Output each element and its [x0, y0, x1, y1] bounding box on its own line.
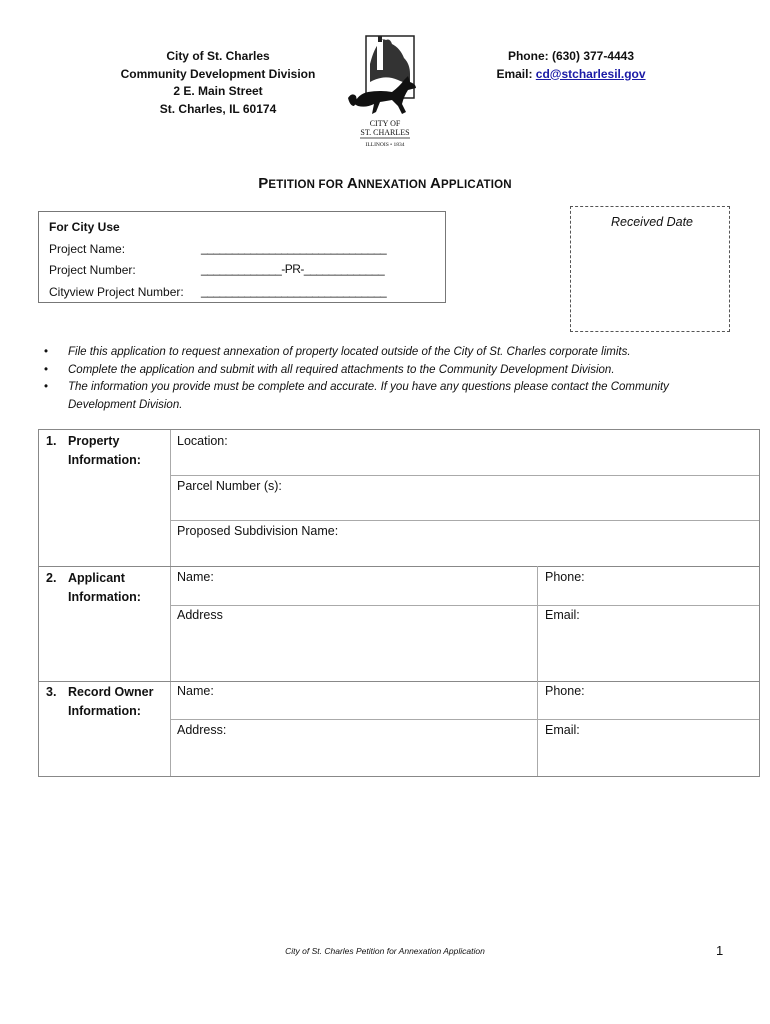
- address-line-4: St. Charles, IL 60174: [159, 101, 277, 116]
- fox-tower-logo-icon: [344, 34, 426, 150]
- section-title: Property: [68, 434, 120, 448]
- location-field[interactable]: Location:: [177, 434, 228, 448]
- title-part: P: [258, 175, 269, 192]
- section-record-owner-heading: [46, 683, 153, 721]
- project-name-label: Project Name:: [49, 242, 126, 256]
- title-part: PPLICATION: [441, 179, 512, 191]
- instruction-item: • File this application to request annexation of property located outside of the City of St. Charles corporate limits.: [44, 344, 704, 362]
- email-line: [455, 66, 687, 84]
- received-date-label: Received Date: [611, 215, 693, 229]
- applicant-phone-field[interactable]: Phone:: [545, 570, 585, 584]
- page-footer: City of St. Charles Petition for Annexation Application: [285, 946, 485, 956]
- address-line-2: Community Development Division: [120, 66, 316, 81]
- section-title: Information:: [68, 704, 141, 718]
- address-line-1: City of St. Charles: [166, 49, 270, 63]
- city-logo: [344, 34, 426, 150]
- section-number: 2.: [46, 571, 57, 585]
- section-title: Applicant: [68, 571, 125, 585]
- title-part: A: [346, 175, 358, 192]
- project-name-blank[interactable]: ______________________________: [201, 241, 387, 255]
- section-number: 1.: [46, 434, 57, 448]
- applicant-address-field[interactable]: Address: [177, 608, 223, 622]
- page-title: [0, 175, 770, 192]
- title-part: ETITION FOR: [268, 179, 347, 191]
- instruction-item: • Complete the application and submit with all required attachments to the Community Development Division.: [44, 362, 704, 380]
- cityview-number-label: Cityview Project Number:: [49, 285, 184, 299]
- owner-address-field[interactable]: Address:: [177, 723, 227, 737]
- instructions-list: [44, 344, 704, 414]
- subdivision-name-field[interactable]: Proposed Subdivision Name:: [177, 524, 339, 538]
- applicant-name-field[interactable]: Name:: [177, 570, 214, 584]
- city-address-block: [90, 48, 346, 118]
- application-form-table: [38, 429, 760, 777]
- city-use-box: [38, 211, 446, 303]
- email-link[interactable]: cd@stcharlesil.gov: [535, 66, 646, 81]
- owner-email-field[interactable]: Email:: [545, 723, 580, 737]
- applicant-email-field[interactable]: Email:: [545, 608, 580, 622]
- section-title: Information:: [68, 453, 141, 467]
- cityview-number-blank[interactable]: ______________________________: [201, 284, 387, 298]
- instruction-item: • The information you provide must be complete and accurate. If you have any questions please contact the Community Development Division.: [44, 379, 704, 414]
- title-part: A: [429, 175, 442, 192]
- project-number-blank[interactable]: _____________-PR-_____________: [201, 262, 385, 276]
- logo-text-3: ILLINOIS • 1834: [365, 142, 405, 148]
- page-number: 1: [716, 943, 724, 958]
- address-line-3: 2 E. Main Street: [173, 84, 263, 98]
- section-applicant-heading: [46, 569, 141, 607]
- section-property-heading: [46, 432, 141, 470]
- owner-phone-field[interactable]: Phone:: [545, 684, 585, 698]
- received-date-box: [570, 206, 730, 332]
- section-title: Record Owner: [68, 685, 154, 699]
- contact-block: [455, 48, 687, 83]
- logo-text-1: CITY OF: [369, 119, 401, 128]
- email-prefix: Email:: [496, 66, 536, 81]
- project-number-label: Project Number:: [49, 263, 136, 277]
- city-use-heading: For City Use: [49, 220, 120, 234]
- title-part: NNEXATION: [357, 179, 430, 191]
- section-number: 3.: [46, 685, 57, 699]
- phone-line: Phone: (630) 377-4443: [507, 49, 635, 63]
- parcel-number-field[interactable]: Parcel Number (s):: [177, 479, 282, 493]
- owner-name-field[interactable]: Name:: [177, 684, 214, 698]
- logo-text-2: ST. CHARLES: [360, 128, 410, 137]
- section-title: Information:: [68, 590, 141, 604]
